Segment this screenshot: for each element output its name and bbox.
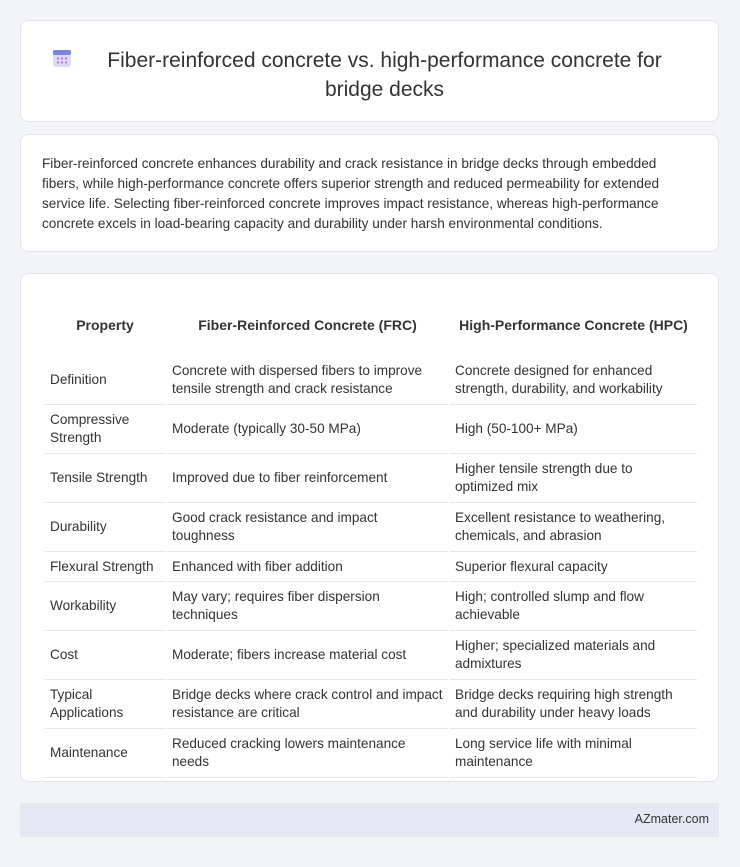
row-hpc: Long service life with minimal maintenance <box>450 729 697 778</box>
summary-text: Fiber-reinforced concrete enhances durability and crack resistance in bridge decks through embedded fibers, while high-performance concrete offers superior strength and reduced permeability for extended service life. Selecting fiber-reinforced concrete improves impact resistance, whereas high-performance concrete excels in load-bearing capacity and durability under harsh environmental conditions. <box>42 156 660 231</box>
row-frc: May vary; requires fiber dispersion techniques <box>167 582 448 631</box>
header-property: Property <box>76 317 134 333</box>
row-hpc: Bridge decks requiring high strength and durability under heavy loads <box>450 680 697 729</box>
table-header-row <box>45 294 697 356</box>
table-row <box>45 552 697 582</box>
title-wrap <box>21 46 718 104</box>
row-hpc: Concrete designed for enhanced strength, durability, and workability <box>450 356 697 405</box>
row-frc: Enhanced with fiber addition <box>167 552 448 582</box>
title-card <box>20 20 719 122</box>
row-hpc: High; controlled slump and flow achievable <box>450 582 697 631</box>
row-property: Tensile Strength <box>45 454 165 503</box>
row-hpc: Higher; specialized materials and admixtures <box>450 631 697 680</box>
header-frc: Fiber-Reinforced Concrete (FRC) <box>198 317 417 333</box>
row-property: Workability <box>45 582 165 631</box>
table-row <box>45 729 697 778</box>
row-hpc: Higher tensile strength due to optimized mix <box>450 454 697 503</box>
row-frc: Bridge decks where crack control and impact resistance are critical <box>167 680 448 729</box>
table-row <box>45 582 697 631</box>
footer-bar <box>20 803 719 837</box>
row-hpc: High (50-100+ MPa) <box>450 405 697 454</box>
row-frc: Concrete with dispersed fibers to improve tensile strength and crack resistance <box>167 356 448 405</box>
row-frc: Reduced cracking lowers maintenance needs <box>167 729 448 778</box>
table-row <box>45 454 697 503</box>
table-row <box>45 503 697 552</box>
row-hpc: Excellent resistance to weathering, chemicals, and abrasion <box>450 503 697 552</box>
table-row <box>45 356 697 405</box>
row-property: Flexural Strength <box>45 552 165 582</box>
row-frc: Improved due to fiber reinforcement <box>167 454 448 503</box>
row-property: Definition <box>45 356 165 405</box>
footer-site-link[interactable]: AZmater.com <box>634 812 709 826</box>
row-property: Maintenance <box>45 729 165 778</box>
row-property: Cost <box>45 631 165 680</box>
header-hpc: High-Performance Concrete (HPC) <box>459 317 688 333</box>
table-row <box>45 631 697 680</box>
comparison-table-card <box>20 273 719 782</box>
table-row <box>45 405 697 454</box>
table-row <box>45 680 697 729</box>
row-property: Typical Applications <box>45 680 165 729</box>
page-title: Fiber-reinforced concrete vs. high-performance concrete for bridge decks <box>107 49 662 101</box>
row-frc: Moderate; fibers increase material cost <box>167 631 448 680</box>
summary-card <box>20 134 719 252</box>
row-property: Durability <box>45 503 165 552</box>
comparison-table <box>43 294 699 778</box>
row-frc: Moderate (typically 30-50 MPa) <box>167 405 448 454</box>
row-hpc: Superior flexural capacity <box>450 552 697 582</box>
row-frc: Good crack resistance and impact toughness <box>167 503 448 552</box>
row-property: Compressive Strength <box>45 405 165 454</box>
